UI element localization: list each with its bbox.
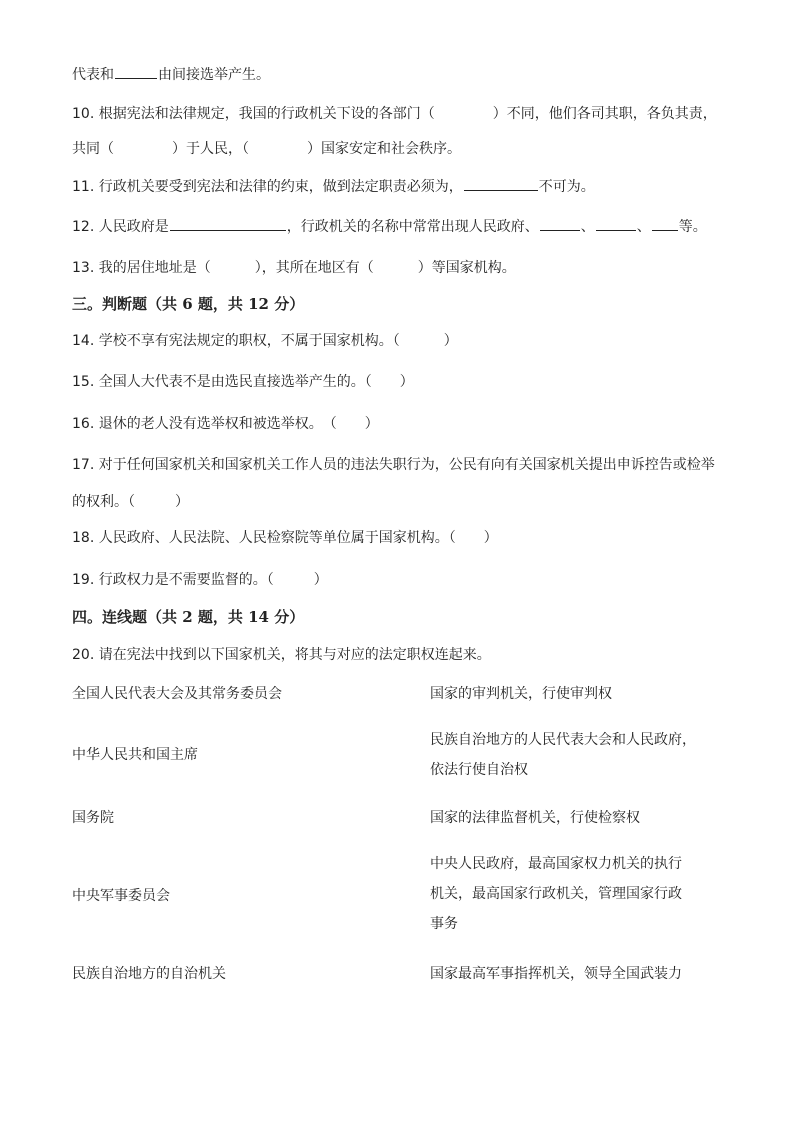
q15-text: 15. 全国人大代表不是由选民直接选举产生的。（ bbox=[72, 374, 372, 390]
q18-text: 18. 人民政府、人民法院、人民检察院等单位属于国家机构。（ bbox=[72, 530, 456, 546]
match-left-item[interactable]: 全国人民代表大会及其常务委员会 bbox=[72, 686, 282, 702]
q12-blank-1[interactable] bbox=[170, 216, 286, 231]
q9-blank[interactable] bbox=[115, 64, 157, 79]
q13-text-c: ）等国家机构。 bbox=[417, 260, 516, 276]
q11-blank[interactable] bbox=[464, 176, 538, 191]
q15 bbox=[72, 372, 414, 392]
match-right-line: 国家的审判机关，行使审判权 bbox=[430, 686, 612, 702]
section-3-heading: 三。判断题（共 6 题，共 12 分） bbox=[72, 295, 305, 313]
match-right-line: 民族自治地方的人民代表大会和人民政府， bbox=[430, 732, 696, 748]
q13-text-b: ），其所在地区有（ bbox=[254, 260, 374, 276]
q11-text-a: 11. 行政机关要受到宪法和法律的约束，做到法定职责必须为， bbox=[72, 179, 463, 195]
match-left-item[interactable]: 中央军事委员会 bbox=[72, 888, 170, 904]
q12-text-c: 、 bbox=[580, 219, 595, 235]
q20-prompt: 20. 请在宪法中找到以下国家机关，将其与对应的法定职权连起来。 bbox=[72, 647, 491, 663]
q16-close: ） bbox=[364, 416, 379, 432]
q9-text-b: 由间接选举产生。 bbox=[158, 67, 270, 83]
section-4-heading: 四。连线题（共 2 题，共 14 分） bbox=[72, 608, 305, 626]
q13 bbox=[72, 258, 516, 278]
q18-close: ） bbox=[483, 530, 498, 546]
q19-text: 19. 行政权力是不需要监督的。（ bbox=[72, 572, 274, 588]
q14-text: 14. 学校不享有宪法规定的职权，不属于国家机构。（ bbox=[72, 333, 400, 349]
q17-line-2 bbox=[72, 492, 189, 512]
match-right-item[interactable] bbox=[430, 959, 682, 989]
match-right-line: 中央人民政府，最高国家权力机关的执行 bbox=[430, 856, 682, 872]
q17-line-1: 17. 对于任何国家机关和国家机关工作人员的违法失职行为，公民有向有关国家机关提出申诉控告或检举 bbox=[72, 457, 715, 473]
match-left-item[interactable]: 中华人民共和国主席 bbox=[72, 747, 198, 763]
q13-text-a: 13. 我的居住地址是（ bbox=[72, 260, 211, 276]
q12-text-e: 等。 bbox=[678, 219, 707, 235]
q10-text-2a: 共同（ bbox=[72, 141, 114, 157]
q11-text-b: 不可为。 bbox=[538, 179, 595, 195]
q17-close: ） bbox=[175, 494, 189, 510]
q10-text-2c: ）国家安定和社会秩序。 bbox=[307, 141, 461, 157]
q9-continuation bbox=[72, 64, 270, 85]
q10-text-1a: 10. 根据宪法和法律规定，我国的行政机关下设的各部门（ bbox=[72, 106, 435, 122]
q11 bbox=[72, 176, 595, 197]
match-right-item[interactable] bbox=[430, 803, 640, 833]
q18 bbox=[72, 528, 498, 548]
match-right-line: 机关，最高国家行政机关，管理国家行政 bbox=[430, 886, 682, 902]
q9-text-a: 代表和 bbox=[72, 67, 114, 83]
q10-line-1 bbox=[72, 104, 717, 124]
q10-line-2 bbox=[72, 139, 461, 159]
match-right-item[interactable] bbox=[430, 725, 696, 785]
q16 bbox=[72, 414, 379, 434]
match-right-line: 国家最高军事指挥机关，领导全国武装力 bbox=[430, 966, 682, 982]
q12-blank-2[interactable] bbox=[540, 216, 580, 231]
match-right-line: 事务 bbox=[430, 916, 458, 932]
q12-text-d: 、 bbox=[636, 219, 651, 235]
q19-close: ） bbox=[313, 572, 328, 588]
q15-close: ） bbox=[399, 374, 414, 390]
match-right-item[interactable] bbox=[430, 679, 612, 709]
q10-text-1b: ）不同，他们各司其职，各负其责， bbox=[492, 106, 717, 122]
match-left-item[interactable]: 国务院 bbox=[72, 810, 114, 826]
q19 bbox=[72, 570, 328, 590]
q12-blank-4[interactable] bbox=[652, 216, 678, 231]
q12-text-a: 12. 人民政府是 bbox=[72, 219, 169, 235]
q12-blank-3[interactable] bbox=[596, 216, 636, 231]
q10-text-2b: ）于人民，（ bbox=[172, 141, 249, 157]
q12 bbox=[72, 216, 707, 237]
match-right-line: 依法行使自治权 bbox=[430, 762, 528, 778]
match-left-item[interactable]: 民族自治地方的自治机关 bbox=[72, 966, 226, 982]
match-right-line: 国家的法律监督机关，行使检察权 bbox=[430, 810, 640, 826]
q12-text-b: ，行政机关的名称中常常出现人民政府、 bbox=[286, 219, 539, 235]
q14 bbox=[72, 331, 458, 351]
q14-close: ） bbox=[443, 333, 458, 349]
q16-text: 16. 退休的老人没有选举权和被选举权。 （ bbox=[72, 416, 337, 432]
match-right-item[interactable] bbox=[430, 849, 682, 939]
q17-text: 的权利。（ bbox=[72, 494, 135, 510]
